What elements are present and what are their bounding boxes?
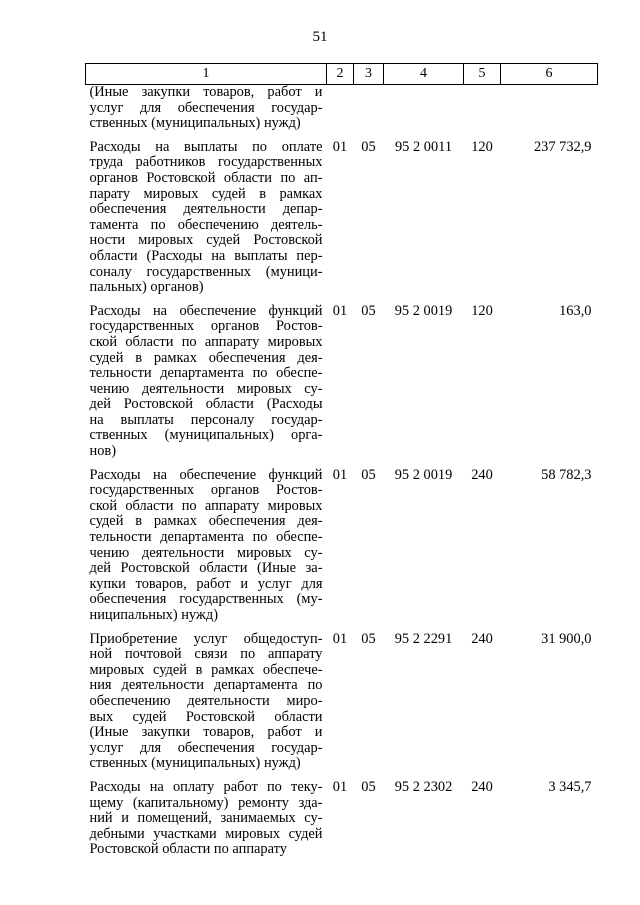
description-line: судей в рамках обеспечения дея- [89, 349, 323, 366]
description-line: ния деятельности департамента по [89, 677, 323, 694]
description-line: Расходы на обеспечение функций [89, 302, 323, 319]
table-header-row [86, 64, 598, 85]
section-code: 01 [332, 138, 348, 155]
description-line: пальных) органов) [89, 279, 204, 296]
description-line: услуг для обеспечения государ- [89, 99, 323, 116]
description-line: ской области по аппарату мировых [89, 497, 323, 514]
column-header-2: 2 [327, 64, 354, 85]
description-line: области (Расходы на выплаты пер- [89, 247, 323, 264]
expense-type-code: 240 [471, 630, 493, 647]
expense-type-code: 240 [471, 778, 493, 795]
description-line: ственных (муниципальных) нужд) [89, 755, 301, 772]
description-line: на выплаты персоналу государ- [89, 411, 323, 428]
row-description [86, 632, 327, 780]
subsection-code: 05 [361, 630, 376, 647]
description-line: тельности департамента по обеспе- [89, 529, 323, 546]
description-line: чению деятельности мировых су- [89, 380, 323, 397]
description-line: обеспечению деятельности миро- [89, 692, 323, 709]
description-line: государственных органов Ростов- [89, 318, 323, 335]
section-code [327, 85, 354, 140]
description-line: Приобретение услуг общедоступ- [89, 630, 323, 647]
description-line: парату мировых судей в рамках [89, 185, 323, 202]
description-line: судей в рамках обеспечения дея- [89, 513, 323, 530]
description-line: вых судей Ростовской области [89, 708, 323, 725]
description-line: дей Ростовской области (Иные за- [89, 560, 323, 577]
table-row [86, 85, 598, 140]
description-line: нов) [89, 443, 116, 460]
page-number: 51 [312, 29, 328, 45]
target-article-code: 95 2 2291 [394, 630, 453, 647]
column-header-3: 3 [354, 64, 384, 85]
amount-value: 31 900,0 [541, 630, 592, 647]
amount-value: 237 732,9 [533, 138, 592, 155]
description-line: чению деятельности мировых су- [89, 544, 323, 561]
section-code: 01 [332, 466, 348, 483]
description-line: органов Ростовской области по ап- [89, 169, 323, 186]
description-line: щему (капитальному) ремонту зда- [89, 794, 323, 811]
expense-type-code: 120 [471, 138, 493, 155]
description-line: Расходы на обеспечение функций [89, 466, 323, 483]
subsection-code: 05 [361, 302, 376, 319]
description-line: ниципальных) нужд) [89, 607, 218, 623]
column-header-6: 6 [501, 64, 598, 85]
budget-table [85, 63, 598, 858]
description-line: дебными участками мировых судей [89, 825, 323, 842]
section-code: 01 [332, 778, 348, 795]
table-row [86, 140, 598, 304]
subsection-code: 05 [361, 138, 376, 155]
table-body [86, 85, 598, 858]
section-code: 01 [332, 630, 348, 647]
description-line: ственных (муниципальных) нужд) [89, 115, 301, 132]
description-line: Ростовской области по аппарату [89, 841, 287, 858]
row-description [86, 85, 327, 140]
description-line: труда работников государственных [89, 154, 323, 171]
description-line: ности мировых судей Ростовской [89, 232, 323, 249]
column-header-1: 1 [86, 64, 327, 85]
description-line: Расходы на выплаты по оплате [89, 138, 323, 155]
description-line: ний и помещений, занимаемых су- [89, 810, 323, 827]
description-line: Расходы на оплату работ по теку- [89, 778, 323, 795]
column-header-5: 5 [464, 64, 501, 85]
description-line: обеспечения государственных (му- [89, 591, 323, 608]
description-line: тамента по обеспечению деятель- [89, 216, 323, 233]
description-line: государственных органов Ростов- [89, 482, 323, 499]
subsection-code: 05 [361, 466, 376, 483]
description-line: услуг для обеспечения государ- [89, 739, 323, 756]
expense-type-code: 120 [471, 302, 493, 319]
table-row [86, 468, 598, 632]
description-line: ной почтовой связи по аппарату [89, 646, 323, 663]
row-description [86, 780, 327, 858]
description-line: тельности департамента по обеспе- [89, 365, 323, 382]
amount-value: 163,0 [559, 302, 592, 319]
description-line: дей Ростовской области (Расходы [89, 396, 323, 413]
table-row [86, 780, 598, 858]
description-line: обеспечения деятельности депар- [89, 201, 323, 218]
description-line: (Иные закупки товаров, работ и [89, 84, 323, 100]
row-description [86, 468, 327, 632]
amount-value: 58 782,3 [541, 466, 592, 483]
target-article-code: 95 2 2302 [394, 778, 453, 795]
table-row [86, 632, 598, 780]
amount-value [501, 85, 598, 140]
subsection-code [354, 85, 384, 140]
row-description [86, 140, 327, 304]
target-article-code [384, 85, 464, 140]
target-article-code: 95 2 0019 [394, 466, 453, 483]
row-description [86, 304, 327, 468]
expense-type-code: 240 [471, 466, 493, 483]
subsection-code: 05 [361, 778, 376, 795]
target-article-code: 95 2 0011 [394, 138, 453, 155]
description-line: купки товаров, работ и услуг для [89, 575, 323, 592]
section-code: 01 [332, 302, 348, 319]
amount-value: 3 345,7 [548, 778, 592, 795]
description-line: ской области по аппарату мировых [89, 333, 323, 350]
description-line: мировых судей в рамках обеспече- [89, 661, 323, 678]
expense-type-code [464, 85, 501, 140]
description-line: (Иные закупки товаров, работ и [89, 724, 323, 741]
target-article-code: 95 2 0019 [394, 302, 453, 319]
column-header-4: 4 [384, 64, 464, 85]
description-line: соналу государственных (муници- [89, 263, 323, 280]
table-row [86, 304, 598, 468]
description-line: ственных (муниципальных) орга- [89, 427, 323, 444]
